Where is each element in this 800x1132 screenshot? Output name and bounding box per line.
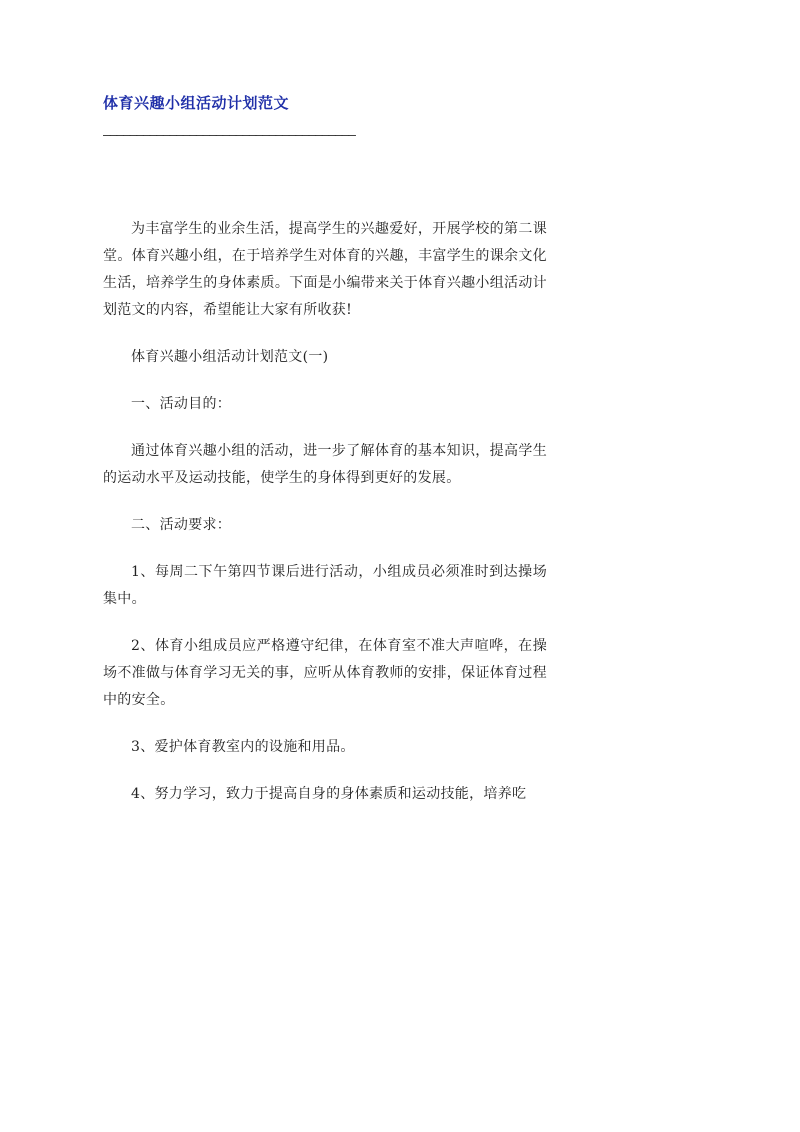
heading-activity-requirements: 二、活动要求： [131, 517, 232, 533]
requirement-item-2: 2、体育小组成员应严格遵守纪律，在体育室不准大声喧哗，在操场不准做与体育学习无关的事，应听从体育教师的安排，保证体育过程中的安全。 [103, 638, 547, 708]
document-body [103, 216, 547, 828]
requirement-item-3: 3、爱护体育教室内的设施和用品。 [131, 739, 355, 755]
requirement-item-4: 4、努力学习，致力于提高自身的身体素质和运动技能，培养吃 [131, 786, 527, 802]
title-separator: —————————————————————————————————————— [103, 128, 355, 143]
heading-activity-purpose: 一、活动目的： [131, 396, 232, 412]
requirement-item-1: 1、每周二下午第四节课后进行活动，小组成员必须准时到达操场集中。 [103, 564, 547, 607]
document-title: 体育兴趣小组活动计划范文 [103, 94, 290, 112]
intro-paragraph: 为丰富学生的业余生活，提高学生的兴趣爱好，开展学校的第二课堂。体育兴趣小组，在于培养学生对体育的兴趣，丰富学生的课余文化生活，培养学生的身体素质。下面是小编带来关于体育兴趣小组活动计划范文的内容，希望能让大家有所收获! [103, 221, 547, 318]
purpose-paragraph: 通过体育兴趣小组的活动，进一步了解体育的基本知识，提高学生的运动水平及运动技能，使学生的身体得到更好的发展。 [103, 443, 547, 486]
section-heading-plan-one: 体育兴趣小组活动计划范文(一) [131, 349, 329, 365]
